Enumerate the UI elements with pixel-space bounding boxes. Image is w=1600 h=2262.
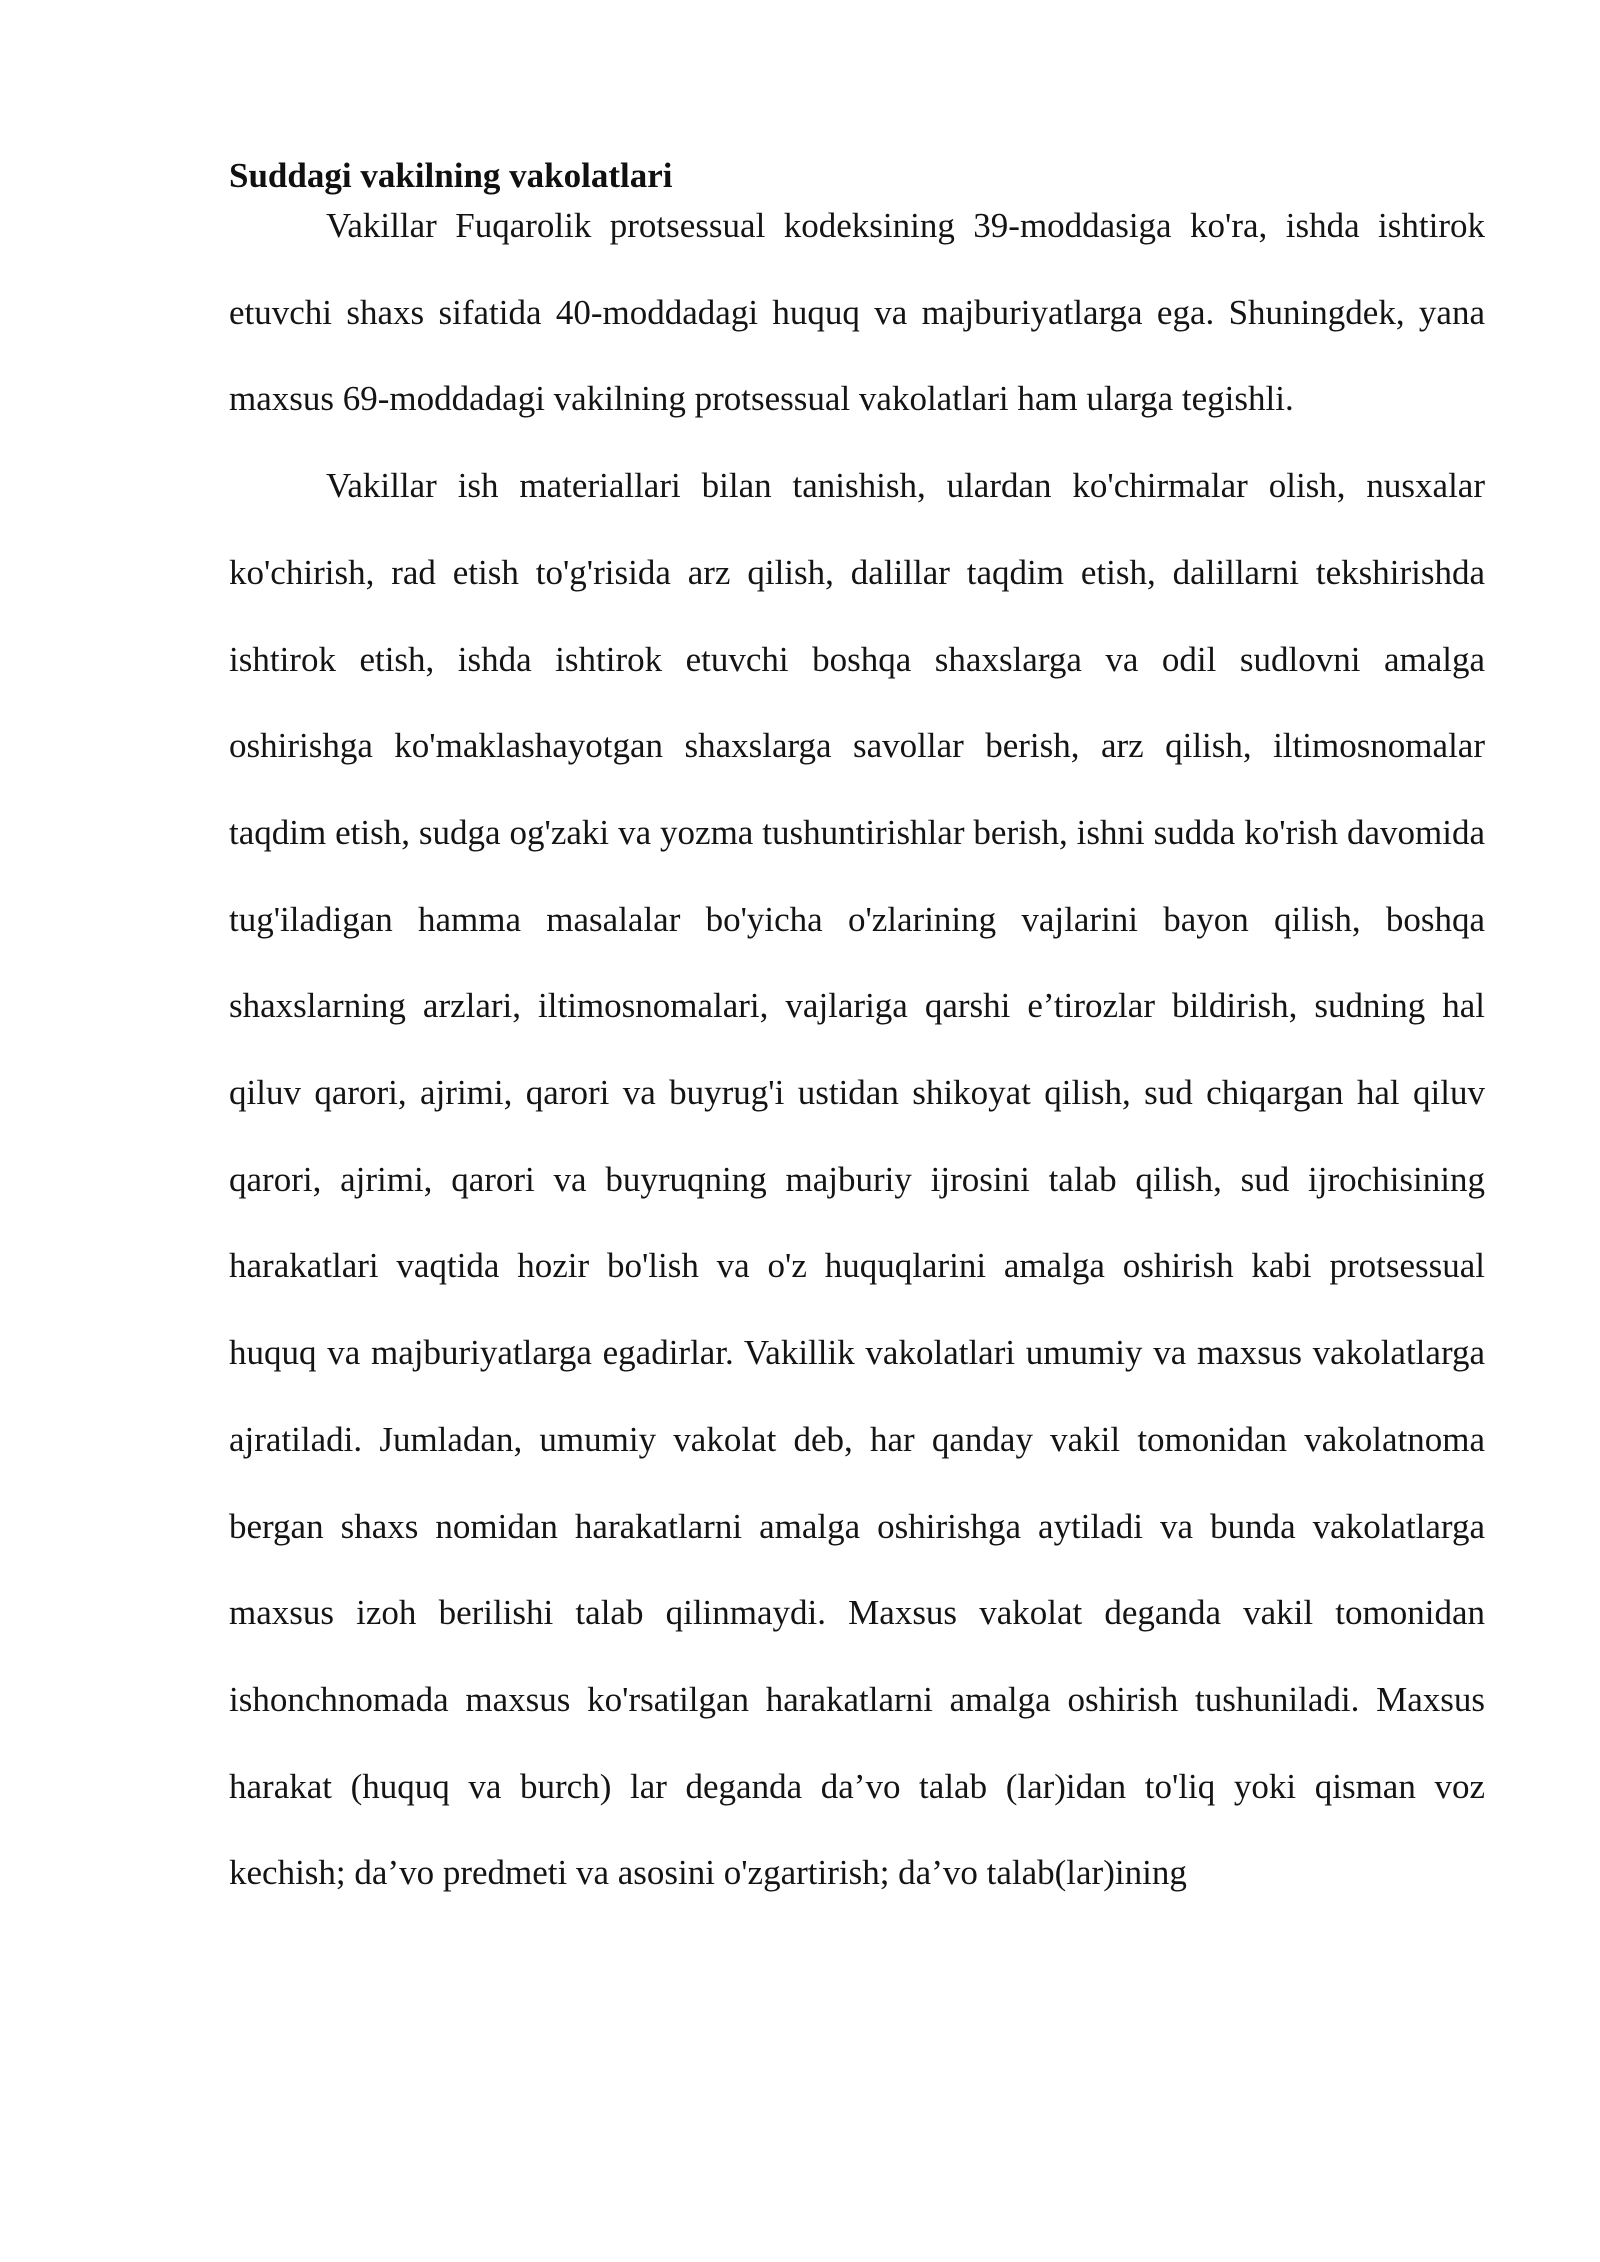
document-body	[229, 150, 1485, 1917]
paragraph-2: Vakillar ish materiallari bilan tanishish, ulardan ko'chirmalar olish, nusxalar ko'chirish, rad etish to'g'risida arz qilish, dalillar taqdim etish, dalillarni tekshirishda ishtirok etish, ishda ishtirok etuvchi boshqa shaxslarga va odil sudlovni amalga oshirishga ko'maklashayotgan shaxslarga savollar berish, arz qilish, iltimosnomalar taqdim etish, sudga og'zaki va yozma tushuntirishlar berish, ishni sudda ko'rish davomida tug'iladigan hamma masalalar bo'yicha o'zlarining vajlarini bayon qilish, boshqa shaxslarning arzlari, iltimosnomalari, vajlariga qarshi e’tirozlar bildirish, sudning hal qiluv qarori, ajrimi, qarori va buyrug'i ustidan shikoyat qilish, sud chiqargan hal qiluv qarori, ajrimi, qarori va buyruqning majburiy ijrosini talab qilish, sud ijrochisining harakatlari vaqtida hozir bo'lish va o'z huquqlarini amalga oshirish kabi protsessual huquq va majburiyatlarga egadirlar. Vakillik vakolatlari umumiy va maxsus vakolatlarga ajratiladi. Jumladan, umumiy vakolat deb, har qanday vakil tomonidan vakolatnoma bergan shaxs nomidan harakatlarni amalga oshirishga aytiladi va bunda vakolatlarga maxsus izoh berilishi talab qilinmaydi. Maxsus vakolat deganda vakil tomonidan ishonchnomada maxsus ko'rsatilgan harakatlarni amalga oshirish tushuniladi. Maxsus harakat (huquq va burch) lar deganda da’vo talab (lar)idan to'liq yoki qisman voz kechish; da’vo predmeti va asosini o'zgartirish; da’vo talab(lar)ining	[229, 466, 1485, 1893]
document-title: Suddagi vakilning vakolatlari	[229, 156, 673, 195]
paragraph-1: Vakillar Fuqarolik protsessual kodeksining 39-moddasiga ko'ra, ishda ishtirok etuvchi shaxs sifatida 40-moddadagi huquq va majburiyatlarga ega. Shuningdek, yana maxsus 69-moddadagi vakilning protsessual vakolatlari ham ularga tegishli.	[229, 206, 1485, 419]
